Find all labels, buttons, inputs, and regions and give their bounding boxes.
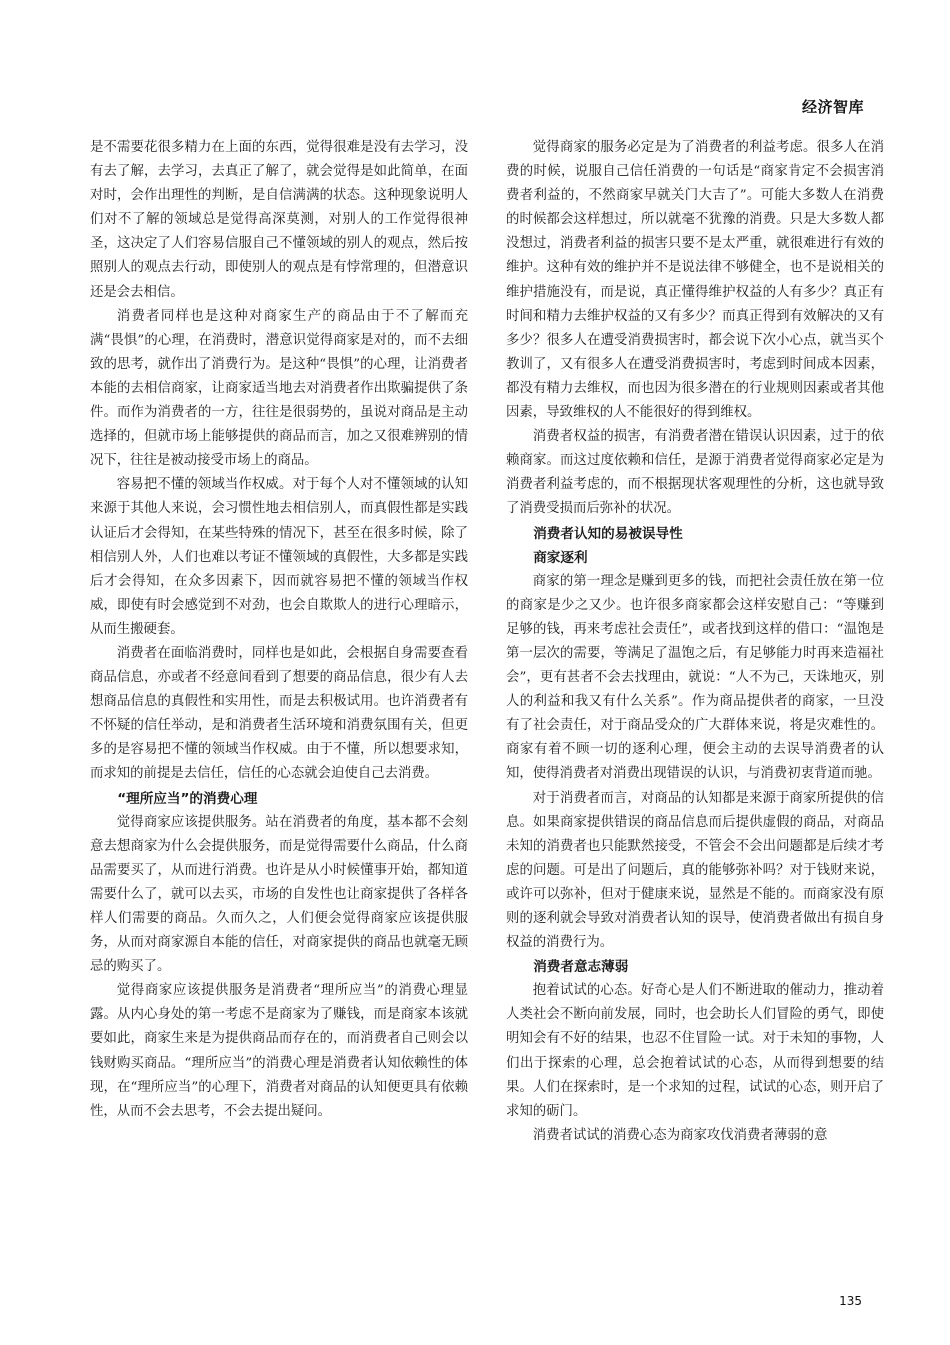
right-section-heading: 消费者意志薄弱 (533, 959, 629, 976)
right-paragraph: 抱着试试的心态。好奇心是人们不断进取的催动力，推动着人类社会不断向前发展，同时，也会助长人们冒险的勇气，即使明知会有不好的结果，也忍不住冒险一试。对于未知的事物，人们出于探索的心理，总会抱着试试的心态，从而得到想要的结果。人们在探索时，是一个求知的过程，试试的心态，则开启了求知的砺门。 (506, 983, 884, 1119)
left-section-heading: “理所应当”的消费心理 (117, 790, 258, 807)
page-number: 135 (839, 1294, 862, 1308)
right-column (506, 136, 884, 1148)
right-section-heading: 商家逐利 (533, 549, 588, 566)
left-paragraph: 消费者在面临消费时，同样也是如此，会根据自身需要查看商品信息，亦或者不经意间看到了想要的商品信息，很少有人去想商品信息的真假性和实用性，而是去积极试用。也许消费者有不怀疑的信任举动，是和消费者生活环境和消费氛围有关，但更多的是容易把不懂的领域当作权威。由于不懂，所以想要求知，而求知的前提是去信任，信任的心态就会迫使自己去消费。 (90, 645, 468, 782)
right-paragraph: 对于消费者而言，对商品的认知都是来源于商家所提供的信息。如果商家提供错误的商品信息而后提供虚假的商品，对商品未知的消费者也只能默然接受，不管会不会出问题都是后续才考虑的问题。可是出了问题后，真的能够弥补吗？对于钱财来说，或许可以弥补，但对于健康来说，显然是不能的。而商家没有原则的逐利就会导致对消费者认知的误导，使消费者做出有损自身权益的消费行为。 (506, 790, 884, 951)
journal-column-title: 经济智库 (801, 98, 864, 116)
right-paragraph: 觉得商家的服务必定是为了消费者的利益考虑。很多人在消费的时候，说服自己信任消费的一句话是“商家肯定不会损害消费者利益的，不然商家早就关门大吉了”。可能大多数人在消费的时候都会这样想过，所以就毫不犹豫的消费。只是大多数人都没想过，消费者利益的损害只要不是太严重，就很难进行有效的维护。这种有效的维护并不是说法律不够健全，也不是说相关的维护措施没有，而是说，真正懂得维护权益的人有多少？真正有时间和精力去维护权益的又有多少？而真正得到有效解决的又有多少？很多人在遭受消费损害时，都会说下次小心点，就当买个教训了，又有很多人在遭受消费损害时，考虑到时间成本因素，都没有精力去维权，而也因为很多潜在的行业规则因素或者其他因素，导致维权的人不能很好的得到维权。 (506, 140, 884, 421)
right-paragraph: 消费者权益的损害，有消费者潜在错误认识因素，过于的依赖商家。而这过度依赖和信任，是源于消费者觉得商家必定是为消费者利益考虑的，而不根据现状客观理性的分析，这也就导致了消费受损而后弥补的状况。 (506, 429, 884, 517)
left-column (90, 136, 468, 1124)
left-paragraph: 觉得商家应该提供服务是消费者“理所应当”的消费心理显露。从内心身处的第一考虑不是商家为了赚钱，而是商家本该就要如此，商家生来是为提供商品而存在的，而消费者自己则会以钱财购买商品。“理所应当”的消费心理是消费者认知依赖性的体现，在“理所应当”的心理下，消费者对商品的认知便更具有依赖性，从而不会去思考，不会去提出疑问。 (90, 983, 468, 1119)
right-paragraph: 商家的第一理念是赚到更多的钱，而把社会责任放在第一位的商家是少之又少。也许很多商家都会这样安慰自己：“等赚到足够的钱，再来考虑社会责任”，或者找到这样的借口：“温饱是第一层次的需要，等满足了温饱之后，有足够能力时再来造福社会”，更有甚者不会去找理由，就说：“人不为己，天诛地灭，别人的利益和我又有什么关系”。作为商品提供者的商家，一旦没有了社会责任，对于商品受众的广大群体来说，将是灾难性的。商家有着不顾一切的逐利心理，便会主动的去误导消费者的认知，使得消费者对消费出现错误的认识，与消费初衷背道而驰。 (506, 573, 884, 782)
left-paragraph: 是不需要花很多精力在上面的东西，觉得很难是没有去学习，没有去了解，去学习，去真正了解了，就会觉得是如此简单，在面对时，会作出理性的判断，是自信满满的状态。这种现象说明人们对不了解的领域总是觉得高深莫测，对别人的工作觉得很神圣，这决定了人们容易信服自己不懂领域的别人的观点，然后按照别人的观点去行动，即使别人的观点是有悖常理的，但潜意识还是会去相信。 (90, 140, 468, 300)
right-section-heading: 消费者认知的易被误导性 (533, 525, 683, 542)
left-paragraph: 容易把不懂的领域当作权威。对于每个人对不懂领域的认知来源于其他人来说，会习惯性地去相信别人，而真假性都是实践认证后才会得知，在某些特殊的情况下，甚至在很多时候，除了相信别人外，人们也难以考证不懂领域的真假性，大多都是实践后才会得知，在众多因素下，因而就容易把不懂的领域当作权威，即使有时会感觉到不对劲，也会自欺欺人的进行心理暗示，从而生搬硬套。 (90, 477, 468, 637)
left-paragraph: 觉得商家应该提供服务。站在消费者的角度，基本都不会刻意去想商家为什么会提供服务，而是觉得需要什么商品，什么商品需要买了，从而进行消费。也许是从小时候懂事开始，都知道需要什么了，就可以去买，市场的自发性也让商家提供了各样各样人们需要的商品。久而久之，人们便会觉得商家应该提供服务，从而对商家源自本能的信任，对商家提供的商品也就毫无顾忌的购买了。 (90, 814, 468, 975)
right-paragraph: 消费者试试的消费心态为商家攻伐消费者薄弱的意 (532, 1127, 828, 1143)
left-paragraph: 消费者同样也是这种对商家生产的商品由于不了解而充满“畏惧”的心理，在消费时，潜意识觉得商家是对的，而不去细致的思考，就作出了消费行为。是这种“畏惧”的心理，让消费者本能的去相信商家，让商家适当地去对消费者作出欺骗提供了条件。而作为消费者的一方，往往是很弱势的，虽说对商品是主动选择的，但就市场上能够提供的商品而言，加之又很难辨别的情况下，往往是被动接受市场上的商品。 (90, 308, 468, 469)
